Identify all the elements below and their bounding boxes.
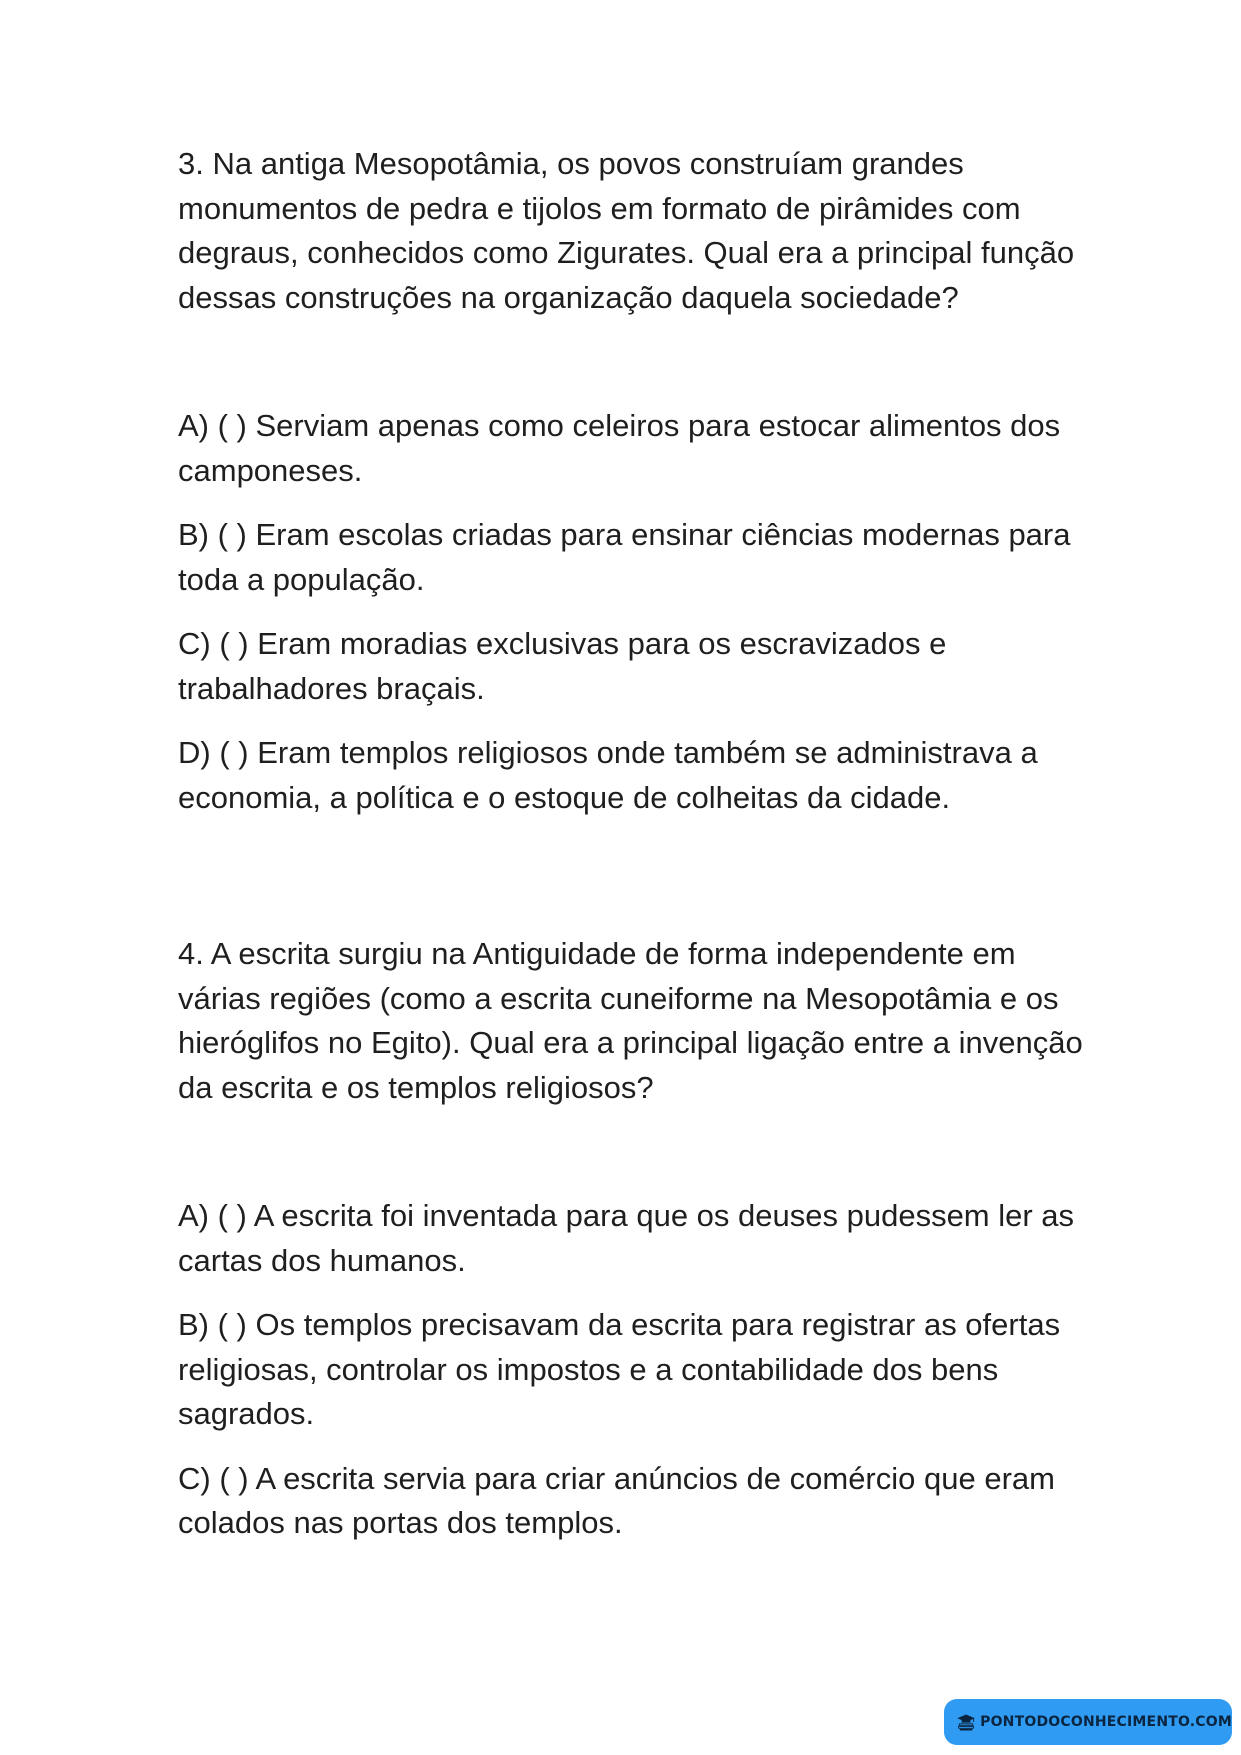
question-4-text: 4. A escrita surgiu na Antiguidade de forma independente em várias regiões (como a escrita cuneiforme na Mesopotâmia e os hieróglifos no Egito). Qual era a principal ligação entre a invenção da escrita e os templos religiosos? [178,936,1083,1105]
question-4-option-b: B) ( ) Os templos precisavam da escrita para registrar as ofertas religiosas, controlar os impostos e a contabilidade dos bens sagrados. [178,1307,1061,1431]
question-4-option-c: C) ( ) A escrita servia para criar anúncios de comércio que eram colados nas portas dos templos. [178,1460,1055,1540]
badge-label: PONTODOCONHECIMENTO.COM [980,1714,1232,1730]
question-3-option-c: C) ( ) Eram moradias exclusivas para os escravizados e trabalhadores braçais. [178,626,947,706]
graduation-books-icon [956,1708,976,1736]
worksheet-page [178,142,1098,1566]
question-3-option-b: B) ( ) Eram escolas criadas para ensinar ciências modernas para toda a população. [178,517,1071,597]
question-3-option-a: A) ( ) Serviam apenas como celeiros para estocar alimentos dos camponeses. [178,408,1061,488]
question-4-option-a: A) ( ) A escrita foi inventada para que os deuses pudessem ler as cartas dos humanos. [178,1198,1075,1278]
section-spacer [178,840,1098,932]
site-badge[interactable] [944,1699,1232,1745]
question-3-text: 3. Na antiga Mesopotâmia, os povos construíam grandes monumentos de pedra e tijolos em formato de pirâmides com degraus, conhecidos como Zigurates. Qual era a principal função dessas construções na organização daquela sociedade? [178,146,1075,315]
question-3-option-d: D) ( ) Eram templos religiosos onde também se administrava a economia, a política e o estoque de colheitas da cidade. [178,735,1038,815]
